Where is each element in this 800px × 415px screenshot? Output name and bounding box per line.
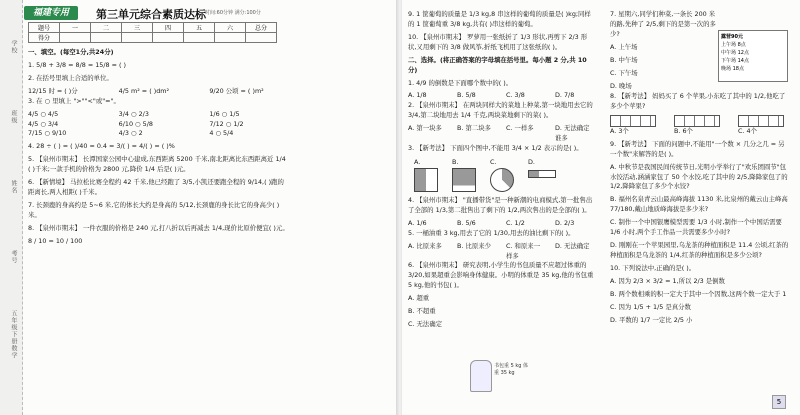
option[interactable]: A. 1/8 bbox=[408, 91, 427, 100]
score-header-cell: 总分 bbox=[246, 23, 277, 33]
r7-option[interactable]: C. 下午场 bbox=[610, 68, 638, 77]
figure-label: D. bbox=[528, 157, 535, 166]
q3-row bbox=[28, 110, 290, 120]
score-value-row bbox=[29, 33, 277, 43]
option[interactable]: D. 无法确定谁多 bbox=[555, 124, 590, 143]
binding-strip bbox=[0, 0, 23, 415]
option[interactable]: C. 1/2 bbox=[506, 218, 525, 227]
figure-label: C. bbox=[490, 157, 497, 166]
question-8: 8. 【泉州市期末】 一件衣服的价格是 240 元,打八折以后再减去 1/4,现价比原价便宜( )元。 bbox=[28, 223, 289, 232]
score-cell[interactable] bbox=[153, 33, 184, 43]
line-figure bbox=[528, 170, 556, 178]
question-2-items bbox=[28, 87, 290, 97]
score-header-cell: 四 bbox=[153, 23, 184, 33]
figure-label: B. bbox=[452, 157, 459, 166]
page-number: 5 bbox=[772, 395, 786, 409]
score-cell[interactable] bbox=[122, 33, 153, 43]
score-header-cell: 五 bbox=[184, 23, 215, 33]
square-figure bbox=[452, 168, 476, 192]
choice-4: 4. 【泉州市期末】 "直播带货"是一种新潮的电商模式,第一批售出了全部的 1/3,第二批售出了剩下的 1/2,两次售出的是全部的( )。 bbox=[408, 195, 593, 214]
bar-model bbox=[738, 115, 784, 127]
question-4: 4. 28 ÷ ( ) = ( )/40 = 0.4 = 3/( ) = 4/( ) = ( )% bbox=[28, 142, 175, 151]
r10-option[interactable]: A. 因为 2/3 × 3/2 = 1,所以 2/3 是倒数 bbox=[610, 276, 725, 285]
bar-figure[interactable] bbox=[610, 115, 656, 137]
circle-figure bbox=[490, 168, 514, 192]
schedule-item: 中午场 12点 bbox=[721, 50, 749, 56]
r9-option[interactable]: B. 福州名泉青云山最高峰海拔 1130 米,比泉州的戴云山主峰高 77/180,戴山地质峰海拔是多少米? bbox=[610, 195, 788, 214]
bar-model bbox=[674, 115, 720, 127]
q3-item: 1/6 ○ 1/5 bbox=[209, 109, 240, 118]
q2-item: 4/5 m² = ( )dm² bbox=[118, 86, 170, 95]
choice-6-option[interactable]: C. 无法确定 bbox=[408, 320, 443, 329]
bar-model bbox=[610, 115, 656, 127]
q3-item: 4/5 ○ 4/5 bbox=[28, 109, 59, 118]
question-10: 10. 【泉州市期末】 罗萝用一张纸折了 1/3 形状,再剪下 2/3 形状,又用剩下的 3/8 做风筝,折纸飞机用了这张纸的( )。 bbox=[408, 32, 588, 51]
choice-3-figures bbox=[414, 158, 594, 192]
binding-name: 姓名 bbox=[10, 180, 17, 194]
left-question-column bbox=[28, 48, 290, 250]
question-3: 3. 在 ○ 里填上 ">""<"或"="。 bbox=[28, 96, 120, 105]
schedule-box bbox=[718, 30, 788, 82]
question-2: 2. 在括号里填上合适的单位。 bbox=[28, 73, 113, 82]
schedule-item: 下午场 14点 bbox=[721, 58, 749, 64]
question-r8: 8. 【新考法】 妈妈买了 6 个苹果,小东吃了其中的 1/2,他吃了多少个苹果? bbox=[610, 92, 786, 110]
score-row-label: 得分 bbox=[29, 33, 60, 43]
bar-label: B. 6个 bbox=[674, 126, 693, 135]
score-header-cell: 六 bbox=[215, 23, 246, 33]
choice-5: 5. 一桶油重 3 kg,用去了它的 1/30,用去的油比剩下的( )。 bbox=[408, 228, 575, 237]
score-cell[interactable] bbox=[60, 33, 91, 43]
choice-1: 1. 4/9 的倒数是下面哪个数中的( )。 bbox=[408, 78, 513, 87]
option[interactable]: B. 比原来少 bbox=[457, 241, 492, 250]
option[interactable]: D. 无法确定 bbox=[555, 241, 590, 250]
right-question-column-2 bbox=[610, 10, 720, 94]
square-figure bbox=[414, 168, 438, 192]
figure-c[interactable] bbox=[490, 158, 514, 192]
right-page bbox=[402, 0, 800, 415]
figure-a[interactable] bbox=[414, 158, 438, 192]
right-question-column-3 bbox=[610, 92, 790, 329]
choice-2-options bbox=[408, 124, 594, 144]
q3-item: 7/12 ○ 1/2 bbox=[209, 119, 244, 128]
score-cell[interactable] bbox=[91, 33, 122, 43]
q3-item: 4/5 ○ 3/4 bbox=[28, 119, 59, 128]
score-cell[interactable] bbox=[246, 33, 277, 43]
page-title: 第三单元综合素质达标 bbox=[96, 8, 206, 21]
option[interactable]: A. 1/6 bbox=[408, 218, 427, 227]
choice-4-options bbox=[408, 219, 594, 229]
score-cell[interactable] bbox=[184, 33, 215, 43]
choice-5-options bbox=[408, 242, 594, 262]
r9-option[interactable]: C. 制作一个中国银鹰模型需要 1/3 小时,制作一个中国话需要 1/6 小时,两个手工作品一共需要多少小时? bbox=[610, 218, 782, 237]
question-6: 6. 【新情境】 马拉松比赛全程约 42 千米,他已经跑了 3/5,小凯还要跑全程的 9/14,( )跑的距离长,两人相距( )千米。 bbox=[28, 178, 284, 197]
r10-option[interactable]: D. 平数的 1/7 一定比 2/5 小 bbox=[610, 315, 693, 324]
q3-item: 7/15 ○ 9/10 bbox=[28, 129, 67, 138]
q2-item: 9/20 公顷 = ( )m² bbox=[209, 86, 264, 95]
choice-1-options bbox=[408, 91, 594, 101]
r7-option[interactable]: A. 上午场 bbox=[610, 42, 638, 51]
binding-class: 班级 bbox=[10, 110, 17, 124]
r7-option[interactable]: B. 中午场 bbox=[610, 55, 638, 64]
q3-row bbox=[28, 129, 290, 139]
q3-item: 4/3 ○ 2 bbox=[118, 129, 143, 138]
figure-label: A. bbox=[414, 157, 421, 166]
q3-item: 4 ○ 5/4 bbox=[209, 129, 234, 138]
choice-6-option[interactable]: B. 不超重 bbox=[408, 307, 436, 316]
score-table bbox=[28, 22, 277, 43]
q2-item: 12/15 时 = ( )分 bbox=[28, 86, 78, 95]
question-7: 7. 长颈鹿的身高约是 5~6 米,它的体长大约是身高的 5/12,长颈鹿的身长比它的身高少( )米。 bbox=[28, 200, 280, 219]
score-header-row bbox=[29, 23, 277, 33]
binding-exam-number: 考号 bbox=[10, 250, 17, 264]
option[interactable]: C. 和原来一样多 bbox=[506, 241, 541, 260]
schedule-title: 露营90元 bbox=[721, 34, 743, 40]
r7-option[interactable]: D. 晚场 bbox=[610, 81, 632, 90]
schedule-item: 晚场 18点 bbox=[721, 66, 744, 72]
question-r7: 7. 星期六,同学们种菜,一条长 200 米的路,先种了 2/5,剩下的是第一次的多少? bbox=[610, 10, 716, 38]
option[interactable]: D. 2/3 bbox=[555, 218, 575, 227]
option[interactable]: A. 第一块多 bbox=[408, 124, 442, 133]
brand-tag: 福建专用 bbox=[24, 6, 78, 20]
score-cell[interactable] bbox=[215, 33, 246, 43]
q3-row bbox=[28, 120, 290, 130]
score-header-cell: 题号 bbox=[29, 23, 60, 33]
question-r9: 9. 【新考法】 下面的问题中,不能用"一个数 × 几分之几 = 另一个数"来解答的是( )。 bbox=[610, 139, 785, 158]
section-heading: 一、填空。(每空1分,共24分) bbox=[28, 48, 114, 56]
choice-3: 3. 【新考法】 下面四个图中,不能用 3/4 × 1/2 表示的是( )。 bbox=[408, 144, 583, 153]
time-score-meta: 时间:60分钟 满分:100分 bbox=[205, 10, 261, 16]
schedule-item: 上午场 8点 bbox=[721, 42, 746, 48]
student-illustration bbox=[470, 360, 492, 392]
r8-figures bbox=[610, 115, 790, 137]
r10-option[interactable]: C. 因为 1/5 + 1/5 是真分数 bbox=[610, 302, 691, 311]
left-page bbox=[0, 0, 398, 415]
question-r10: 10. 下列说法中,正确的是( )。 bbox=[610, 263, 696, 272]
question-9: 9. 1 筐葡萄的质量是 1/3 kg,8 串这样的葡萄的质量是( )kg;同样的 1 筐葡萄重 3/8 kg,共有( )串这样的葡萄。 bbox=[408, 10, 591, 28]
score-header-cell: 二 bbox=[91, 23, 122, 33]
bar-figure[interactable] bbox=[674, 115, 720, 137]
figure-d[interactable] bbox=[528, 158, 556, 192]
option[interactable]: D. 7/8 bbox=[555, 91, 575, 100]
score-header-cell: 三 bbox=[122, 23, 153, 33]
binding-school: 学校 bbox=[10, 40, 17, 54]
bar-figure[interactable] bbox=[738, 115, 784, 137]
option[interactable]: C. 一样多 bbox=[506, 124, 534, 133]
figure-b[interactable] bbox=[452, 158, 476, 192]
score-header-cell: 一 bbox=[60, 23, 91, 33]
r9-option[interactable]: A. 中秋节是我国民间传统节日,光明小学举行了"欢乐团圆节"包水饺活动,涵涵家包了 50 个水饺,吃了其中的 2/5,降降家包了的 1/2,降降家包了多少个水饺? bbox=[610, 162, 788, 191]
r10-option[interactable]: B. 两个数相乘的积一定大于其中一个因数,这两个数一定大于 1 bbox=[610, 289, 787, 298]
q3-item: 6/10 ○ 5/8 bbox=[118, 119, 153, 128]
choice-6: 6. 【泉州市期末】 研究表明,小学生的书包质量不应超过体重的 3/20,如果超重会影响身体健康。小明的体重是 35 kg,他的书包重 5 kg,他的书包( )。 bbox=[408, 261, 594, 290]
question-5: 5. 【泉州市期末】 长潭国家公园中心建成,东西距离 5200 千米,南北距离比东西距离近 1/4 ( )千米;一款手机的价格为 2800 元,降价 1/4 后是( )元。 bbox=[28, 155, 286, 174]
option[interactable]: B. 5/6 bbox=[457, 218, 476, 227]
r9-option[interactable]: D. 刚刚在一个苹果园里,乌龙茶的种植面积是 11.4 公顷,红茶的种植面积是乌龙茶的 1/4,红茶的种植面积是多少公顷? bbox=[610, 241, 789, 259]
binding-grade: 五年级下册数学 bbox=[10, 310, 17, 359]
option[interactable]: C. 3/8 bbox=[506, 91, 525, 100]
option[interactable]: A. 比原来多 bbox=[408, 241, 442, 250]
option[interactable]: B. 5/8 bbox=[457, 91, 476, 100]
bar-label: C. 4个 bbox=[738, 126, 757, 135]
bar-label: A. 3个 bbox=[610, 126, 629, 135]
choice-6-option[interactable]: A. 超重 bbox=[408, 294, 430, 303]
student-caption: 书包重 5 kg 体重 35 kg bbox=[494, 363, 529, 376]
choice-2: 2. 【泉州市期末】 在两块同样大的菜地上种菜,第一块地用去它的 3/4,第二块地用去 1/4 千克,两块菜地剩下的菜( )。 bbox=[408, 101, 593, 120]
question-8-fraction: 8 / 10 = 10 / 100 bbox=[28, 236, 83, 245]
q3-item: 3/4 ○ 2/3 bbox=[118, 109, 149, 118]
section-heading: 二、选择。(将正确答案的字母填在括号里。每小题 2 分,共 10 分) bbox=[408, 55, 587, 74]
option[interactable]: B. 第二块多 bbox=[457, 124, 492, 133]
question-1: 1. 5/8 + 3/8 = 8/8 = 15/8 = ( ) bbox=[28, 60, 127, 69]
right-question-column-1 bbox=[408, 10, 594, 333]
